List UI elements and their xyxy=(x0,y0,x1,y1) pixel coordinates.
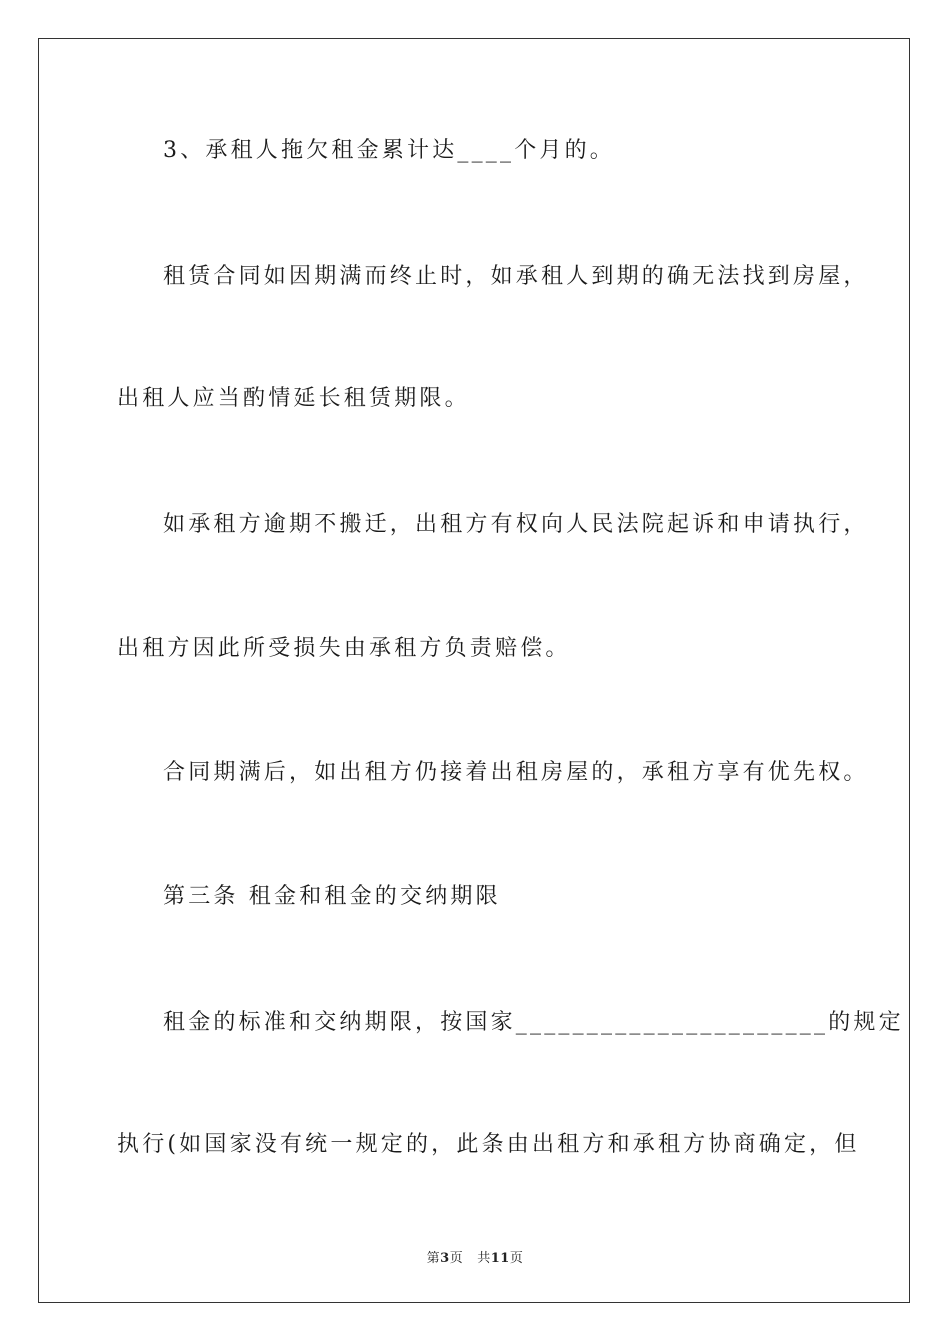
paragraph-line-3: 出租人应当酌情延长租赁期限。 xyxy=(117,386,470,411)
footer-total-pages: 11 xyxy=(490,1251,510,1266)
page-footer xyxy=(0,1247,950,1266)
footer-page-suffix: 页 xyxy=(449,1251,464,1266)
section-heading: 第三条 租金和租金的交纳期限 xyxy=(163,884,501,909)
paragraph-line-4: 如承租方逾期不搬迁，出租方有权向人民法院起诉和申请执行， xyxy=(163,512,869,537)
page-border xyxy=(38,38,910,1303)
footer-total-suffix: 页 xyxy=(509,1251,524,1266)
paragraph-line-9: 执行(如国家没有统一规定的，此条由出租方和承租方协商确定，但 xyxy=(117,1132,860,1157)
paragraph-line-8: 租金的标准和交纳期限，按国家______________________的规定 xyxy=(163,1010,904,1035)
paragraph-line-2: 租赁合同如因期满而终止时，如承租人到期的确无法找到房屋， xyxy=(163,264,869,289)
paragraph-line-6: 合同期满后，如出租方仍接着出租房屋的，承租方享有优先权。 xyxy=(163,760,869,785)
paragraph-line-1: 3、承租人拖欠租金累计达____个月的。 xyxy=(163,138,615,163)
footer-page-number: 3 xyxy=(440,1251,450,1266)
footer-total-prefix: 共 xyxy=(477,1251,491,1266)
footer-page-prefix: 第 xyxy=(426,1251,441,1266)
paragraph-line-5: 出租方因此所受损失由承租方负责赔偿。 xyxy=(117,636,571,661)
